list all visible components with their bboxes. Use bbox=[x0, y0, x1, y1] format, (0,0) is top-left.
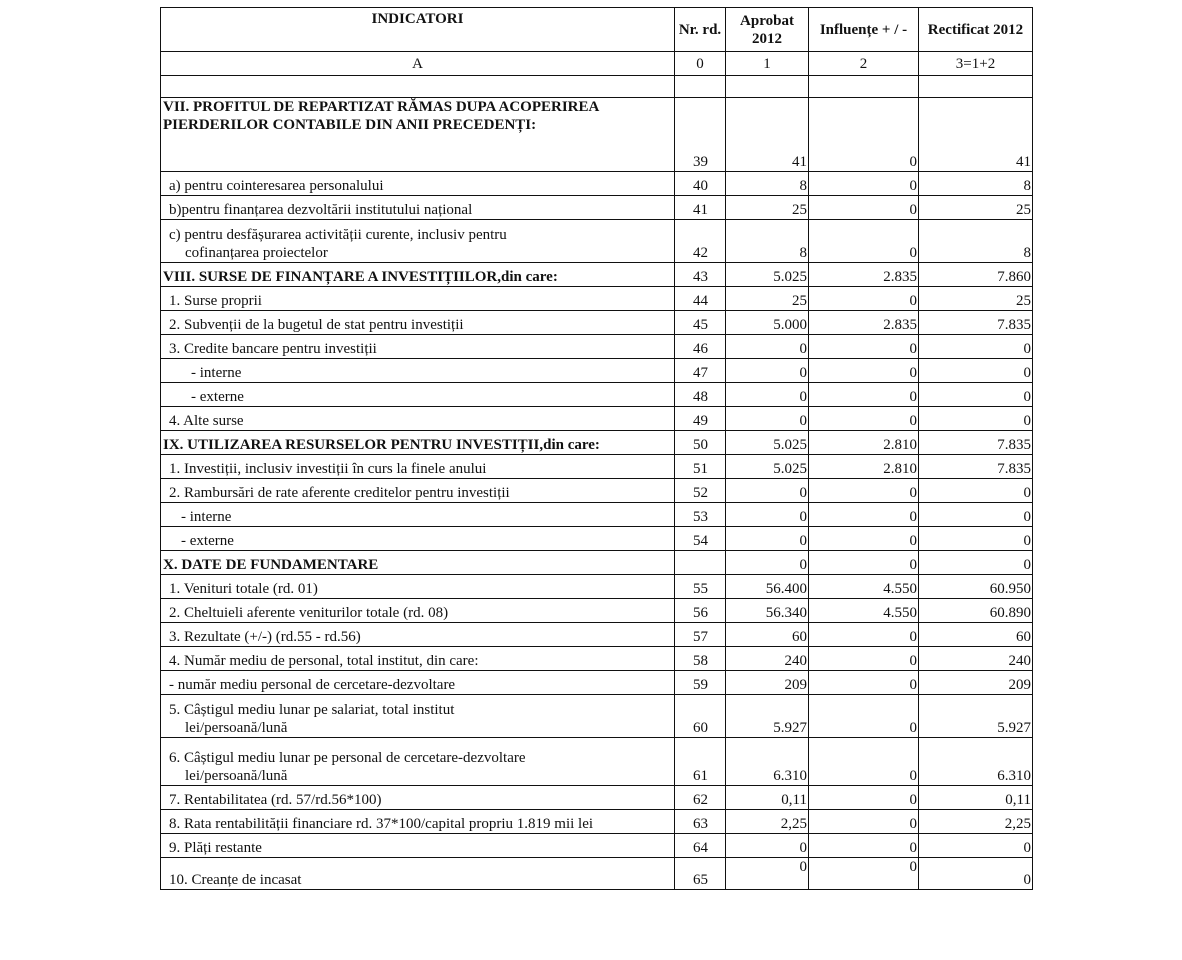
row-label-line1: X. DATE DE FUNDAMENTARE bbox=[163, 557, 379, 573]
value-aprobat: 0 bbox=[726, 503, 809, 527]
value-aprobat: 5.025 bbox=[726, 455, 809, 479]
row-number: 59 bbox=[675, 671, 726, 695]
row-label-line1: 1. Venituri totale (rd. 01) bbox=[169, 581, 318, 597]
value-rectificat: 0 bbox=[919, 551, 1033, 575]
row-label-line1: 5. Câștigul mediu lunar pe salariat, total institut bbox=[169, 702, 455, 718]
header-rectificat: Rectificat 2012 bbox=[919, 8, 1033, 52]
row-number: 49 bbox=[675, 407, 726, 431]
value-aprobat: 5.025 bbox=[726, 263, 809, 287]
value-influente: 0 bbox=[809, 220, 919, 263]
table-row bbox=[161, 810, 1033, 834]
row-number: 60 bbox=[675, 695, 726, 738]
row-number: 41 bbox=[675, 196, 726, 220]
value-rectificat: 0 bbox=[919, 858, 1033, 890]
value-influente: 0 bbox=[809, 858, 919, 890]
row-number: 40 bbox=[675, 172, 726, 196]
value-influente: 0 bbox=[809, 479, 919, 503]
row-label bbox=[161, 810, 675, 834]
value-influente: 0 bbox=[809, 407, 919, 431]
row-label bbox=[161, 695, 675, 738]
row-label bbox=[161, 623, 675, 647]
row-label-line1: 2. Rambursări de rate aferente creditelor pentru investiții bbox=[169, 485, 510, 501]
row-label-line1: - interne bbox=[191, 365, 242, 381]
row-label-line1: VIII. SURSE DE FINANȚARE A INVESTIȚIILOR,din care: bbox=[163, 269, 558, 285]
value-rectificat: 0 bbox=[919, 335, 1033, 359]
value-rectificat: 0,11 bbox=[919, 786, 1033, 810]
value-influente: 0 bbox=[809, 738, 919, 786]
value-rectificat: 25 bbox=[919, 287, 1033, 311]
value-aprobat: 209 bbox=[726, 671, 809, 695]
index-a: A bbox=[161, 52, 675, 76]
value-rectificat: 0 bbox=[919, 407, 1033, 431]
value-aprobat: 240 bbox=[726, 647, 809, 671]
value-aprobat: 0 bbox=[726, 383, 809, 407]
row-label bbox=[161, 786, 675, 810]
row-label bbox=[161, 359, 675, 383]
value-rectificat: 0 bbox=[919, 527, 1033, 551]
table-row bbox=[161, 858, 1033, 890]
value-rectificat: 0 bbox=[919, 834, 1033, 858]
row-number: 47 bbox=[675, 359, 726, 383]
row-label bbox=[161, 551, 675, 575]
row-number: 52 bbox=[675, 479, 726, 503]
row-number: 54 bbox=[675, 527, 726, 551]
row-label bbox=[161, 407, 675, 431]
table-row bbox=[161, 287, 1033, 311]
table-row bbox=[161, 359, 1033, 383]
row-label-line1: 3. Rezultate (+/-) (rd.55 - rd.56) bbox=[169, 629, 361, 645]
value-aprobat: 2,25 bbox=[726, 810, 809, 834]
value-influente: 0 bbox=[809, 527, 919, 551]
value-aprobat: 60 bbox=[726, 623, 809, 647]
value-rectificat: 60.950 bbox=[919, 575, 1033, 599]
value-influente: 0 bbox=[809, 786, 919, 810]
row-label-line2: cofinanțarea proiectelor bbox=[185, 245, 328, 261]
value-rectificat: 41 bbox=[919, 98, 1033, 172]
value-influente: 0 bbox=[809, 695, 919, 738]
row-number: 57 bbox=[675, 623, 726, 647]
row-label-line1: 9. Plăți restante bbox=[169, 840, 262, 856]
value-rectificat: 7.835 bbox=[919, 431, 1033, 455]
row-label bbox=[161, 263, 675, 287]
value-influente: 0 bbox=[809, 647, 919, 671]
value-aprobat: 0 bbox=[726, 359, 809, 383]
value-rectificat: 7.835 bbox=[919, 311, 1033, 335]
value-rectificat: 0 bbox=[919, 383, 1033, 407]
row-number: 42 bbox=[675, 220, 726, 263]
row-label-line1: VII. PROFITUL DE REPARTIZAT RĂMAS DUPA ACOPERIREA bbox=[163, 99, 600, 115]
row-label-line1: IX. UTILIZAREA RESURSELOR PENTRU INVESTIȚII,din care: bbox=[163, 437, 600, 453]
value-aprobat: 8 bbox=[726, 172, 809, 196]
row-number: 43 bbox=[675, 263, 726, 287]
row-number: 53 bbox=[675, 503, 726, 527]
header-aprobat: Aprobat 2012 bbox=[726, 8, 809, 52]
row-label bbox=[161, 527, 675, 551]
value-influente: 0 bbox=[809, 335, 919, 359]
row-label bbox=[161, 311, 675, 335]
row-label-line1: - număr mediu personal de cercetare-dezvoltare bbox=[169, 677, 456, 693]
value-influente: 0 bbox=[809, 671, 919, 695]
value-rectificat: 5.927 bbox=[919, 695, 1033, 738]
table-row bbox=[161, 335, 1033, 359]
value-influente: 0 bbox=[809, 834, 919, 858]
row-label bbox=[161, 220, 675, 263]
value-rectificat: 8 bbox=[919, 220, 1033, 263]
value-rectificat: 0 bbox=[919, 479, 1033, 503]
row-label-line1: 10. Creanțe de incasat bbox=[169, 872, 302, 888]
row-label bbox=[161, 431, 675, 455]
row-label-line1: b)pentru finanțarea dezvoltării institutului național bbox=[169, 202, 473, 218]
header-influente: Influențe + / - bbox=[809, 8, 919, 52]
row-label-line1: 8. Rata rentabilității financiare rd. 37*100/capital propriu 1.819 mii lei bbox=[169, 816, 594, 832]
value-aprobat: 0 bbox=[726, 551, 809, 575]
row-label bbox=[161, 503, 675, 527]
table-row bbox=[161, 527, 1033, 551]
value-aprobat: 0 bbox=[726, 479, 809, 503]
table-row bbox=[161, 455, 1033, 479]
row-number: 45 bbox=[675, 311, 726, 335]
row-label bbox=[161, 455, 675, 479]
row-label bbox=[161, 599, 675, 623]
value-aprobat: 25 bbox=[726, 196, 809, 220]
table-row bbox=[161, 575, 1033, 599]
index-c1: 1 bbox=[726, 52, 809, 76]
value-aprobat: 0 bbox=[726, 858, 809, 890]
row-label-line2: lei/persoană/lună bbox=[185, 720, 288, 736]
value-rectificat: 60.890 bbox=[919, 599, 1033, 623]
row-label bbox=[161, 479, 675, 503]
row-label-line1: 2. Cheltuieli aferente veniturilor totale (rd. 08) bbox=[169, 605, 449, 621]
row-number: 63 bbox=[675, 810, 726, 834]
row-label-line1: 1. Surse proprii bbox=[169, 293, 262, 309]
row-number: 51 bbox=[675, 455, 726, 479]
table-row bbox=[161, 647, 1033, 671]
value-influente: 2.810 bbox=[809, 455, 919, 479]
value-aprobat: 5.025 bbox=[726, 431, 809, 455]
value-influente: 0 bbox=[809, 810, 919, 834]
header-row bbox=[161, 8, 1033, 52]
table-body bbox=[161, 98, 1033, 890]
row-number: 65 bbox=[675, 858, 726, 890]
spacer-row bbox=[161, 76, 1033, 98]
row-label bbox=[161, 575, 675, 599]
row-label-line1: 3. Credite bancare pentru investiții bbox=[169, 341, 377, 357]
table-row bbox=[161, 431, 1033, 455]
value-influente: 2.835 bbox=[809, 311, 919, 335]
row-label bbox=[161, 98, 675, 172]
value-aprobat: 0,11 bbox=[726, 786, 809, 810]
table-row bbox=[161, 479, 1033, 503]
row-number: 62 bbox=[675, 786, 726, 810]
table-row bbox=[161, 98, 1033, 172]
row-number: 48 bbox=[675, 383, 726, 407]
value-rectificat: 60 bbox=[919, 623, 1033, 647]
value-aprobat: 5.927 bbox=[726, 695, 809, 738]
value-influente: 0 bbox=[809, 623, 919, 647]
value-rectificat: 6.310 bbox=[919, 738, 1033, 786]
row-label-line1: 6. Câștigul mediu lunar pe personal de cercetare-dezvoltare bbox=[169, 750, 526, 766]
value-rectificat: 209 bbox=[919, 671, 1033, 695]
row-number: 61 bbox=[675, 738, 726, 786]
row-number: 44 bbox=[675, 287, 726, 311]
index-c3: 3=1+2 bbox=[919, 52, 1033, 76]
header-nr-rd: Nr. rd. bbox=[675, 8, 726, 52]
row-label bbox=[161, 647, 675, 671]
value-aprobat: 0 bbox=[726, 834, 809, 858]
value-aprobat: 0 bbox=[726, 527, 809, 551]
row-label bbox=[161, 287, 675, 311]
value-rectificat: 0 bbox=[919, 359, 1033, 383]
index-nr: 0 bbox=[675, 52, 726, 76]
value-aprobat: 25 bbox=[726, 287, 809, 311]
value-aprobat: 0 bbox=[726, 407, 809, 431]
row-label-line1: 4. Alte surse bbox=[169, 413, 244, 429]
row-label bbox=[161, 671, 675, 695]
value-aprobat: 6.310 bbox=[726, 738, 809, 786]
table-row bbox=[161, 599, 1033, 623]
value-aprobat: 56.400 bbox=[726, 575, 809, 599]
row-label bbox=[161, 172, 675, 196]
row-number: 55 bbox=[675, 575, 726, 599]
value-influente: 0 bbox=[809, 551, 919, 575]
row-number: 46 bbox=[675, 335, 726, 359]
value-rectificat: 25 bbox=[919, 196, 1033, 220]
row-number: 58 bbox=[675, 647, 726, 671]
row-label-line2: lei/persoană/lună bbox=[185, 768, 288, 784]
row-label bbox=[161, 858, 675, 890]
value-influente: 2.835 bbox=[809, 263, 919, 287]
value-rectificat: 7.860 bbox=[919, 263, 1033, 287]
value-rectificat: 8 bbox=[919, 172, 1033, 196]
row-label-line1: 4. Număr mediu de personal, total institut, din care: bbox=[169, 653, 479, 669]
table-row bbox=[161, 623, 1033, 647]
row-label-line1: - externe bbox=[191, 389, 244, 405]
table-row bbox=[161, 738, 1033, 786]
value-rectificat: 7.835 bbox=[919, 455, 1033, 479]
table-row bbox=[161, 695, 1033, 738]
row-label-line1: - interne bbox=[181, 509, 232, 525]
row-number bbox=[675, 551, 726, 575]
table-row bbox=[161, 263, 1033, 287]
table-row bbox=[161, 172, 1033, 196]
row-label bbox=[161, 196, 675, 220]
table-row bbox=[161, 551, 1033, 575]
value-aprobat: 8 bbox=[726, 220, 809, 263]
table-row bbox=[161, 834, 1033, 858]
row-label bbox=[161, 738, 675, 786]
value-influente: 4.550 bbox=[809, 599, 919, 623]
column-index-row bbox=[161, 52, 1033, 76]
header-indicatori: INDICATORI bbox=[161, 8, 675, 52]
budget-indicators-table bbox=[160, 7, 1033, 890]
row-label-line1: - externe bbox=[181, 533, 234, 549]
row-number: 64 bbox=[675, 834, 726, 858]
row-number: 39 bbox=[675, 98, 726, 172]
row-label bbox=[161, 335, 675, 359]
row-label-line1: 2. Subvenții de la bugetul de stat pentru investiții bbox=[169, 317, 464, 333]
row-label-line1: 1. Investiții, inclusiv investiții în curs la finele anului bbox=[169, 461, 487, 477]
index-c2: 2 bbox=[809, 52, 919, 76]
value-aprobat: 0 bbox=[726, 335, 809, 359]
row-label-line2: PIERDERILOR CONTABILE DIN ANII PRECEDENȚI: bbox=[163, 117, 537, 133]
value-aprobat: 5.000 bbox=[726, 311, 809, 335]
value-influente: 4.550 bbox=[809, 575, 919, 599]
table-row bbox=[161, 220, 1033, 263]
table-row bbox=[161, 503, 1033, 527]
table-row bbox=[161, 407, 1033, 431]
row-label bbox=[161, 834, 675, 858]
row-number: 50 bbox=[675, 431, 726, 455]
value-influente: 0 bbox=[809, 196, 919, 220]
row-label-line1: c) pentru desfășurarea activității curente, inclusiv pentru bbox=[169, 227, 507, 243]
table-row bbox=[161, 383, 1033, 407]
value-influente: 0 bbox=[809, 503, 919, 527]
row-number: 56 bbox=[675, 599, 726, 623]
table-row bbox=[161, 786, 1033, 810]
table-row bbox=[161, 196, 1033, 220]
table-row bbox=[161, 311, 1033, 335]
row-label-line1: 7. Rentabilitatea (rd. 57/rd.56*100) bbox=[169, 792, 382, 808]
value-aprobat: 56.340 bbox=[726, 599, 809, 623]
value-influente: 2.810 bbox=[809, 431, 919, 455]
value-rectificat: 0 bbox=[919, 503, 1033, 527]
value-aprobat: 41 bbox=[726, 98, 809, 172]
value-rectificat: 2,25 bbox=[919, 810, 1033, 834]
row-label-line1: a) pentru cointeresarea personalului bbox=[169, 178, 384, 194]
row-label bbox=[161, 383, 675, 407]
table-row bbox=[161, 671, 1033, 695]
value-influente: 0 bbox=[809, 359, 919, 383]
value-influente: 0 bbox=[809, 98, 919, 172]
value-rectificat: 240 bbox=[919, 647, 1033, 671]
value-influente: 0 bbox=[809, 383, 919, 407]
value-influente: 0 bbox=[809, 172, 919, 196]
value-influente: 0 bbox=[809, 287, 919, 311]
